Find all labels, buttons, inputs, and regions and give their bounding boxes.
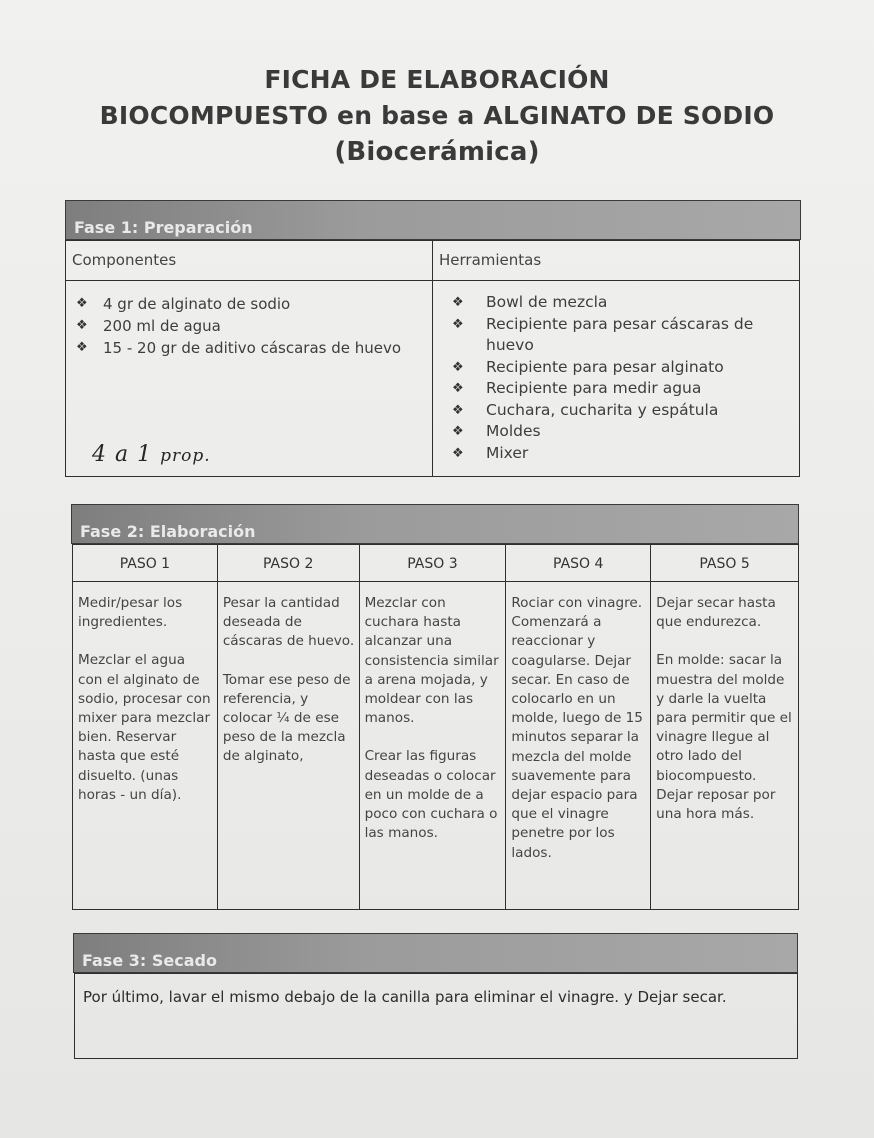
paso-3-cell [359,582,506,910]
herramienta-item-text: Mixer [486,443,529,462]
paso-3-paragraph: Mezclar con cuchara hasta alcanzar una consistencia similar a arena mojada, y moldear con las manos. [364,595,499,727]
paso-3-header: PASO 3 [359,545,506,582]
herramientas-cell [433,281,800,477]
componente-item-text: 4 gr de alginato de sodio [103,295,291,313]
diamond-bullet-icon: ❖ [452,316,464,332]
diamond-bullet-icon: ❖ [452,424,464,439]
paso-5-paragraph: En molde: sacar la muestra del molde y darle la vuelta para permitir que el vinagre llegue al otro lado del biocompuesto. Dejar reposar por una hora más. [656,652,792,823]
herramienta-item [433,314,799,357]
diamond-bullet-icon: ❖ [76,340,88,355]
handwritten-note [92,442,211,467]
paso-1-paragraph: Mezclar el agua con el alginato de sodio, procesar con mixer para mezclar bien. Reservar hasta que esté disuelto. (unas horas - un día). [78,652,211,803]
herramienta-item-text: Moldes [486,422,541,440]
title-line-3: (Biocerámica) [334,137,540,167]
document-title [0,62,874,170]
paso-1-cell [73,582,218,910]
herramientas-list [433,292,799,464]
handwritten-ratio: 4 a 1 [92,442,153,467]
componente-item [66,337,432,359]
herramienta-item-text: Cuchara, cucharita y espátula [486,400,719,419]
fase3-table [74,973,798,1059]
herramienta-item [433,378,799,400]
herramienta-item-text: Recipiente para pesar alginato [486,357,724,376]
steps-body-row [73,582,799,910]
componente-item [66,293,432,315]
herramienta-item [433,357,799,379]
paso-2-paragraph: Pesar la cantidad deseada de cáscaras de huevo. [222,595,355,650]
diamond-bullet-icon: ❖ [452,402,464,418]
herramienta-item [433,292,799,314]
herramienta-item [433,443,799,465]
steps-header-row [73,545,799,582]
diamond-bullet-icon: ❖ [452,295,464,310]
herramienta-item [433,421,799,443]
componentes-header: Componentes [66,241,433,281]
paso-2-header: PASO 2 [217,545,359,582]
diamond-bullet-icon: ❖ [76,318,88,333]
fase2-header: Fase 2: Elaboración [71,504,799,544]
paso-2-cell [217,582,359,910]
herramienta-item-text: Recipiente para medir agua [486,379,702,397]
paso-4-paragraph: Rociar con vinagre. Comenzará a reaccionar y coagularse. Dejar secar. En caso de colocarlo en un molde, luego de 15 minutos separar la mezcla del molde suavemente para dejar espacio para que el vinagre penetre por los lados. [511,595,643,861]
herramientas-header: Herramientas [433,241,800,281]
diamond-bullet-icon: ❖ [452,445,464,461]
componente-item [66,315,432,337]
diamond-bullet-icon: ❖ [452,381,464,396]
paso-5-header: PASO 5 [651,545,799,582]
paso-3-paragraph: Crear las figuras deseadas o colocar en un molde de a poco con cuchara o las manos. [364,748,498,842]
title-line-1: FICHA DE ELABORACIÓN [264,65,610,94]
paso-4-header: PASO 4 [506,545,651,582]
herramienta-item-text: Recipiente para pesar cáscaras de huevo [486,314,754,354]
fase1-header: Fase 1: Preparación [65,200,801,240]
componente-item-text: 200 ml de agua [103,317,221,335]
paso-2-paragraph: Tomar ese peso de referencia, y colocar ¼ de ese peso de la mezcla de alginato, [222,671,351,765]
title-line-2: BIOCOMPUESTO en base a ALGINATO DE SODIO [99,101,775,130]
paso-4-cell [506,582,651,910]
componente-item-text: 15 - 20 gr de aditivo cáscaras de huevo [103,339,402,357]
paso-1-paragraph: Medir/pesar los ingredientes. [78,595,183,631]
fase2-table [72,544,799,910]
paso-1-header: PASO 1 [73,545,218,582]
handwritten-prop: prop. [160,446,211,466]
herramienta-item [433,400,799,422]
diamond-bullet-icon: ❖ [452,359,464,375]
diamond-bullet-icon: ❖ [76,296,88,311]
componentes-list [66,293,432,359]
paso-5-paragraph: Dejar secar hasta que endurezca. [656,595,776,631]
herramienta-item-text: Bowl de mezcla [486,293,608,311]
paso-5-cell [651,582,799,910]
fase3-header: Fase 3: Secado [73,933,798,973]
fase3-text: Por último, lavar el mismo debajo de la canilla para eliminar el vinagre. y Dejar secar. [75,974,798,1059]
